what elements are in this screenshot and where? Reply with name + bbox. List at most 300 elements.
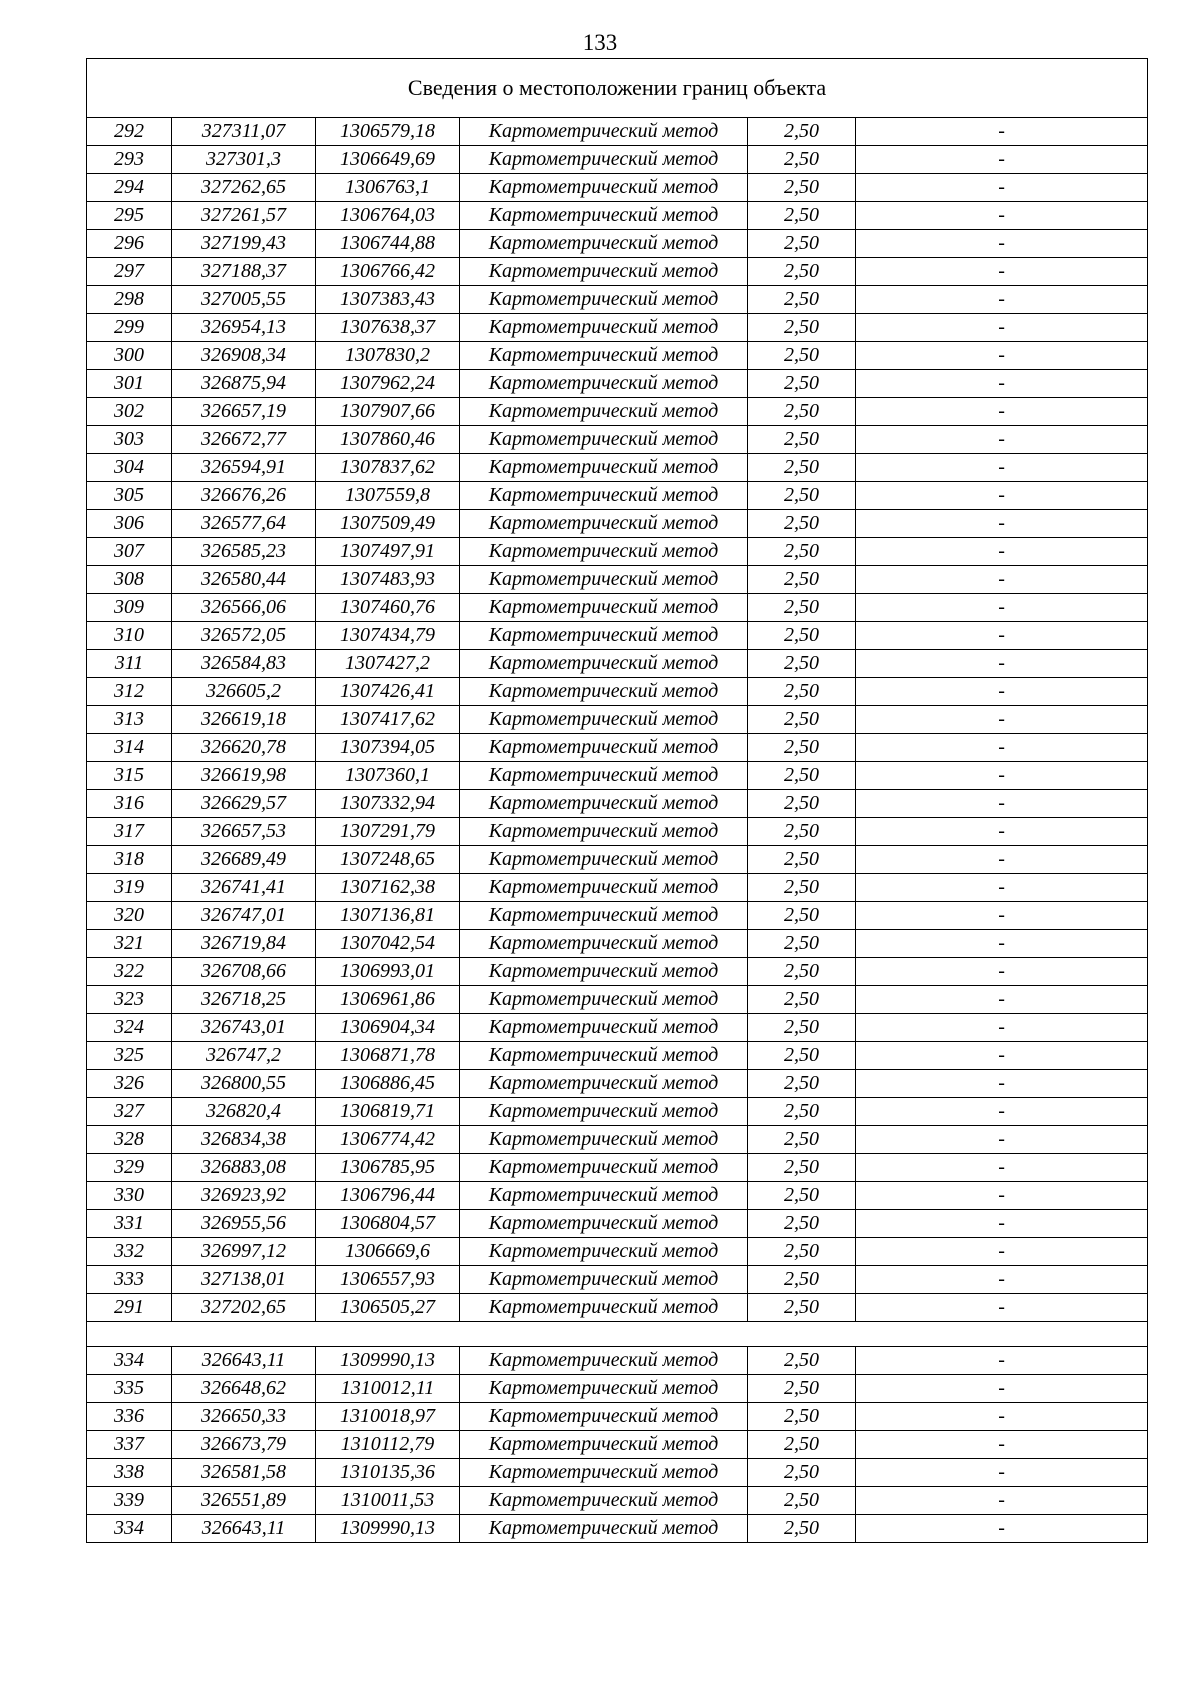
table-row xyxy=(87,846,1148,874)
method-cell: Картометрический метод xyxy=(460,762,748,790)
x-coordinate-cell: 327138,01 xyxy=(172,1266,316,1294)
y-coordinate-cell: 1306669,6 xyxy=(316,1238,460,1266)
method-cell: Картометрический метод xyxy=(460,1403,748,1431)
point-number-cell: 327 xyxy=(87,1098,172,1126)
point-number-cell: 293 xyxy=(87,146,172,174)
description-cell: - xyxy=(856,174,1148,202)
point-number-cell: 337 xyxy=(87,1431,172,1459)
point-number-cell: 320 xyxy=(87,902,172,930)
description-cell: - xyxy=(856,398,1148,426)
description-cell: - xyxy=(856,202,1148,230)
method-cell: Картометрический метод xyxy=(460,622,748,650)
method-cell: Картометрический метод xyxy=(460,706,748,734)
x-coordinate-cell: 326585,23 xyxy=(172,538,316,566)
method-cell: Картометрический метод xyxy=(460,1182,748,1210)
method-cell: Картометрический метод xyxy=(460,118,748,146)
method-cell: Картометрический метод xyxy=(460,986,748,1014)
point-number-cell: 299 xyxy=(87,314,172,342)
description-cell: - xyxy=(856,902,1148,930)
table-row xyxy=(87,202,1148,230)
accuracy-cell: 2,50 xyxy=(748,426,856,454)
point-number-cell: 335 xyxy=(87,1375,172,1403)
accuracy-cell: 2,50 xyxy=(748,202,856,230)
description-cell: - xyxy=(856,1294,1148,1322)
y-coordinate-cell: 1306904,34 xyxy=(316,1014,460,1042)
method-cell: Картометрический метод xyxy=(460,734,748,762)
x-coordinate-cell: 326800,55 xyxy=(172,1070,316,1098)
description-cell: - xyxy=(856,1515,1148,1543)
y-coordinate-cell: 1307483,93 xyxy=(316,566,460,594)
y-coordinate-cell: 1306764,03 xyxy=(316,202,460,230)
x-coordinate-cell: 326619,98 xyxy=(172,762,316,790)
table-row xyxy=(87,398,1148,426)
point-number-cell: 336 xyxy=(87,1403,172,1431)
method-cell: Картометрический метод xyxy=(460,1014,748,1042)
y-coordinate-cell: 1306804,57 xyxy=(316,1210,460,1238)
y-coordinate-cell: 1306993,01 xyxy=(316,958,460,986)
method-cell: Картометрический метод xyxy=(460,1515,748,1543)
table-row xyxy=(87,762,1148,790)
table-row xyxy=(87,1266,1148,1294)
accuracy-cell: 2,50 xyxy=(748,902,856,930)
accuracy-cell: 2,50 xyxy=(748,818,856,846)
point-number-cell: 308 xyxy=(87,566,172,594)
accuracy-cell: 2,50 xyxy=(748,874,856,902)
table-row xyxy=(87,258,1148,286)
point-number-cell: 322 xyxy=(87,958,172,986)
point-number-cell: 312 xyxy=(87,678,172,706)
method-cell: Картометрический метод xyxy=(460,1210,748,1238)
method-cell: Картометрический метод xyxy=(460,958,748,986)
table-row xyxy=(87,1487,1148,1515)
table-row xyxy=(87,286,1148,314)
y-coordinate-cell: 1306579,18 xyxy=(316,118,460,146)
y-coordinate-cell: 1307509,49 xyxy=(316,510,460,538)
method-cell: Картометрический метод xyxy=(460,1375,748,1403)
point-number-cell: 311 xyxy=(87,650,172,678)
description-cell: - xyxy=(856,734,1148,762)
description-cell: - xyxy=(856,1347,1148,1375)
method-cell: Картометрический метод xyxy=(460,174,748,202)
description-cell: - xyxy=(856,594,1148,622)
description-cell: - xyxy=(856,1042,1148,1070)
x-coordinate-cell: 326566,06 xyxy=(172,594,316,622)
point-number-cell: 304 xyxy=(87,454,172,482)
method-cell: Картометрический метод xyxy=(460,1294,748,1322)
y-coordinate-cell: 1307360,1 xyxy=(316,762,460,790)
point-number-cell: 321 xyxy=(87,930,172,958)
table-row xyxy=(87,818,1148,846)
y-coordinate-cell: 1307460,76 xyxy=(316,594,460,622)
table-row xyxy=(87,482,1148,510)
group-separator-cell xyxy=(87,1322,1148,1347)
table-row xyxy=(87,1459,1148,1487)
point-number-cell: 323 xyxy=(87,986,172,1014)
y-coordinate-cell: 1306785,95 xyxy=(316,1154,460,1182)
x-coordinate-cell: 326577,64 xyxy=(172,510,316,538)
method-cell: Картометрический метод xyxy=(460,370,748,398)
description-cell: - xyxy=(856,1459,1148,1487)
table-row xyxy=(87,958,1148,986)
description-cell: - xyxy=(856,566,1148,594)
y-coordinate-cell: 1309990,13 xyxy=(316,1515,460,1543)
x-coordinate-cell: 326743,01 xyxy=(172,1014,316,1042)
y-coordinate-cell: 1306505,27 xyxy=(316,1294,460,1322)
y-coordinate-cell: 1306763,1 xyxy=(316,174,460,202)
accuracy-cell: 2,50 xyxy=(748,342,856,370)
x-coordinate-cell: 326908,34 xyxy=(172,342,316,370)
x-coordinate-cell: 326875,94 xyxy=(172,370,316,398)
y-coordinate-cell: 1310112,79 xyxy=(316,1431,460,1459)
description-cell: - xyxy=(856,230,1148,258)
accuracy-cell: 2,50 xyxy=(748,1098,856,1126)
y-coordinate-cell: 1310018,97 xyxy=(316,1403,460,1431)
y-coordinate-cell: 1307497,91 xyxy=(316,538,460,566)
accuracy-cell: 2,50 xyxy=(748,174,856,202)
accuracy-cell: 2,50 xyxy=(748,482,856,510)
y-coordinate-cell: 1307837,62 xyxy=(316,454,460,482)
method-cell: Картометрический метод xyxy=(460,1098,748,1126)
y-coordinate-cell: 1309990,13 xyxy=(316,1347,460,1375)
point-number-cell: 309 xyxy=(87,594,172,622)
y-coordinate-cell: 1306557,93 xyxy=(316,1266,460,1294)
description-cell: - xyxy=(856,1210,1148,1238)
accuracy-cell: 2,50 xyxy=(748,1210,856,1238)
accuracy-cell: 2,50 xyxy=(748,1487,856,1515)
accuracy-cell: 2,50 xyxy=(748,930,856,958)
y-coordinate-cell: 1307248,65 xyxy=(316,846,460,874)
description-cell: - xyxy=(856,874,1148,902)
accuracy-cell: 2,50 xyxy=(748,566,856,594)
description-cell: - xyxy=(856,678,1148,706)
accuracy-cell: 2,50 xyxy=(748,1126,856,1154)
point-number-cell: 298 xyxy=(87,286,172,314)
description-cell: - xyxy=(856,1375,1148,1403)
accuracy-cell: 2,50 xyxy=(748,118,856,146)
accuracy-cell: 2,50 xyxy=(748,454,856,482)
method-cell: Картометрический метод xyxy=(460,1126,748,1154)
point-number-cell: 301 xyxy=(87,370,172,398)
accuracy-cell: 2,50 xyxy=(748,650,856,678)
x-coordinate-cell: 326954,13 xyxy=(172,314,316,342)
y-coordinate-cell: 1307417,62 xyxy=(316,706,460,734)
accuracy-cell: 2,50 xyxy=(748,370,856,398)
table-row xyxy=(87,538,1148,566)
point-number-cell: 333 xyxy=(87,1266,172,1294)
method-cell: Картометрический метод xyxy=(460,846,748,874)
accuracy-cell: 2,50 xyxy=(748,986,856,1014)
point-number-cell: 297 xyxy=(87,258,172,286)
description-cell: - xyxy=(856,986,1148,1014)
description-cell: - xyxy=(856,1126,1148,1154)
y-coordinate-cell: 1306649,69 xyxy=(316,146,460,174)
table-row xyxy=(87,1294,1148,1322)
table-row xyxy=(87,1182,1148,1210)
description-cell: - xyxy=(856,314,1148,342)
group-separator-row xyxy=(87,1322,1148,1347)
point-number-cell: 339 xyxy=(87,1487,172,1515)
point-number-cell: 310 xyxy=(87,622,172,650)
point-number-cell: 316 xyxy=(87,790,172,818)
accuracy-cell: 2,50 xyxy=(748,622,856,650)
description-cell: - xyxy=(856,930,1148,958)
x-coordinate-cell: 326605,2 xyxy=(172,678,316,706)
x-coordinate-cell: 326747,01 xyxy=(172,902,316,930)
point-number-cell: 307 xyxy=(87,538,172,566)
y-coordinate-cell: 1307332,94 xyxy=(316,790,460,818)
y-coordinate-cell: 1307427,2 xyxy=(316,650,460,678)
method-cell: Картометрический метод xyxy=(460,538,748,566)
x-coordinate-cell: 326672,77 xyxy=(172,426,316,454)
method-cell: Картометрический метод xyxy=(460,1431,748,1459)
x-coordinate-cell: 326708,66 xyxy=(172,958,316,986)
table-row xyxy=(87,1126,1148,1154)
table-row xyxy=(87,426,1148,454)
point-number-cell: 302 xyxy=(87,398,172,426)
method-cell: Картометрический метод xyxy=(460,314,748,342)
y-coordinate-cell: 1307136,81 xyxy=(316,902,460,930)
point-number-cell: 315 xyxy=(87,762,172,790)
method-cell: Картометрический метод xyxy=(460,566,748,594)
boundary-coordinates-table xyxy=(86,58,1148,1543)
x-coordinate-cell: 326657,19 xyxy=(172,398,316,426)
y-coordinate-cell: 1307434,79 xyxy=(316,622,460,650)
description-cell: - xyxy=(856,1098,1148,1126)
x-coordinate-cell: 327202,65 xyxy=(172,1294,316,1322)
accuracy-cell: 2,50 xyxy=(748,538,856,566)
y-coordinate-cell: 1307962,24 xyxy=(316,370,460,398)
x-coordinate-cell: 327262,65 xyxy=(172,174,316,202)
method-cell: Картометрический метод xyxy=(460,1487,748,1515)
description-cell: - xyxy=(856,818,1148,846)
description-cell: - xyxy=(856,1403,1148,1431)
y-coordinate-cell: 1306961,86 xyxy=(316,986,460,1014)
accuracy-cell: 2,50 xyxy=(748,1182,856,1210)
table-row xyxy=(87,1210,1148,1238)
accuracy-cell: 2,50 xyxy=(748,1042,856,1070)
table-row xyxy=(87,706,1148,734)
accuracy-cell: 2,50 xyxy=(748,678,856,706)
y-coordinate-cell: 1306744,88 xyxy=(316,230,460,258)
accuracy-cell: 2,50 xyxy=(748,1154,856,1182)
table-row xyxy=(87,930,1148,958)
method-cell: Картометрический метод xyxy=(460,398,748,426)
table-row xyxy=(87,1042,1148,1070)
x-coordinate-cell: 326584,83 xyxy=(172,650,316,678)
x-coordinate-cell: 326657,53 xyxy=(172,818,316,846)
method-cell: Картометрический метод xyxy=(460,650,748,678)
point-number-cell: 334 xyxy=(87,1515,172,1543)
description-cell: - xyxy=(856,1238,1148,1266)
table-row xyxy=(87,1375,1148,1403)
y-coordinate-cell: 1307394,05 xyxy=(316,734,460,762)
method-cell: Картометрический метод xyxy=(460,1154,748,1182)
accuracy-cell: 2,50 xyxy=(748,1431,856,1459)
method-cell: Картометрический метод xyxy=(460,1266,748,1294)
x-coordinate-cell: 326629,57 xyxy=(172,790,316,818)
x-coordinate-cell: 326834,38 xyxy=(172,1126,316,1154)
y-coordinate-cell: 1307291,79 xyxy=(316,818,460,846)
x-coordinate-cell: 326718,25 xyxy=(172,986,316,1014)
point-number-cell: 306 xyxy=(87,510,172,538)
description-cell: - xyxy=(856,1014,1148,1042)
x-coordinate-cell: 326648,62 xyxy=(172,1375,316,1403)
y-coordinate-cell: 1307559,8 xyxy=(316,482,460,510)
table-row xyxy=(87,566,1148,594)
description-cell: - xyxy=(856,958,1148,986)
page-number: 133 xyxy=(582,30,618,55)
accuracy-cell: 2,50 xyxy=(748,230,856,258)
point-number-cell: 318 xyxy=(87,846,172,874)
table-row xyxy=(87,1014,1148,1042)
y-coordinate-cell: 1307907,66 xyxy=(316,398,460,426)
description-cell: - xyxy=(856,1487,1148,1515)
accuracy-cell: 2,50 xyxy=(748,1375,856,1403)
point-number-cell: 303 xyxy=(87,426,172,454)
y-coordinate-cell: 1310012,11 xyxy=(316,1375,460,1403)
point-number-cell: 334 xyxy=(87,1347,172,1375)
accuracy-cell: 2,50 xyxy=(748,846,856,874)
x-coordinate-cell: 326619,18 xyxy=(172,706,316,734)
method-cell: Картометрический метод xyxy=(460,1347,748,1375)
point-number-cell: 326 xyxy=(87,1070,172,1098)
table-title: Сведения о местоположении границ объекта xyxy=(87,59,1148,118)
table-row xyxy=(87,510,1148,538)
method-cell: Картометрический метод xyxy=(460,930,748,958)
description-cell: - xyxy=(856,510,1148,538)
x-coordinate-cell: 327311,07 xyxy=(172,118,316,146)
x-coordinate-cell: 326643,11 xyxy=(172,1515,316,1543)
description-cell: - xyxy=(856,622,1148,650)
table-row xyxy=(87,678,1148,706)
method-cell: Картометрический метод xyxy=(460,230,748,258)
y-coordinate-cell: 1307383,43 xyxy=(316,286,460,314)
y-coordinate-cell: 1306819,71 xyxy=(316,1098,460,1126)
accuracy-cell: 2,50 xyxy=(748,734,856,762)
table-row xyxy=(87,790,1148,818)
table-title-row xyxy=(87,59,1148,118)
x-coordinate-cell: 326650,33 xyxy=(172,1403,316,1431)
table-row xyxy=(87,454,1148,482)
accuracy-cell: 2,50 xyxy=(748,258,856,286)
method-cell: Картометрический метод xyxy=(460,1459,748,1487)
table-row xyxy=(87,1347,1148,1375)
method-cell: Картометрический метод xyxy=(460,146,748,174)
table-row xyxy=(87,1070,1148,1098)
y-coordinate-cell: 1307426,41 xyxy=(316,678,460,706)
x-coordinate-cell: 326572,05 xyxy=(172,622,316,650)
method-cell: Картометрический метод xyxy=(460,678,748,706)
accuracy-cell: 2,50 xyxy=(748,398,856,426)
description-cell: - xyxy=(856,1070,1148,1098)
point-number-cell: 294 xyxy=(87,174,172,202)
y-coordinate-cell: 1306766,42 xyxy=(316,258,460,286)
point-number-cell: 330 xyxy=(87,1182,172,1210)
table-row xyxy=(87,314,1148,342)
description-cell: - xyxy=(856,482,1148,510)
x-coordinate-cell: 326820,4 xyxy=(172,1098,316,1126)
method-cell: Картометрический метод xyxy=(460,1238,748,1266)
accuracy-cell: 2,50 xyxy=(748,1294,856,1322)
table-row xyxy=(87,986,1148,1014)
accuracy-cell: 2,50 xyxy=(748,1459,856,1487)
x-coordinate-cell: 326551,89 xyxy=(172,1487,316,1515)
method-cell: Картометрический метод xyxy=(460,874,748,902)
point-number-cell: 292 xyxy=(87,118,172,146)
table-row xyxy=(87,230,1148,258)
description-cell: - xyxy=(856,790,1148,818)
description-cell: - xyxy=(856,1154,1148,1182)
description-cell: - xyxy=(856,454,1148,482)
point-number-cell: 296 xyxy=(87,230,172,258)
x-coordinate-cell: 326689,49 xyxy=(172,846,316,874)
point-number-cell: 305 xyxy=(87,482,172,510)
x-coordinate-cell: 326581,58 xyxy=(172,1459,316,1487)
method-cell: Картометрический метод xyxy=(460,426,748,454)
x-coordinate-cell: 327261,57 xyxy=(172,202,316,230)
table-row xyxy=(87,1431,1148,1459)
method-cell: Картометрический метод xyxy=(460,902,748,930)
y-coordinate-cell: 1306871,78 xyxy=(316,1042,460,1070)
table-body xyxy=(87,59,1148,1543)
method-cell: Картометрический метод xyxy=(460,1042,748,1070)
description-cell: - xyxy=(856,706,1148,734)
accuracy-cell: 2,50 xyxy=(748,1403,856,1431)
table-row xyxy=(87,146,1148,174)
point-number-cell: 314 xyxy=(87,734,172,762)
y-coordinate-cell: 1307162,38 xyxy=(316,874,460,902)
point-number-cell: 324 xyxy=(87,1014,172,1042)
point-number-cell: 291 xyxy=(87,1294,172,1322)
table-row xyxy=(87,1154,1148,1182)
method-cell: Картометрический метод xyxy=(460,258,748,286)
accuracy-cell: 2,50 xyxy=(748,1238,856,1266)
point-number-cell: 317 xyxy=(87,818,172,846)
point-number-cell: 338 xyxy=(87,1459,172,1487)
point-number-cell: 325 xyxy=(87,1042,172,1070)
description-cell: - xyxy=(856,258,1148,286)
x-coordinate-cell: 326594,91 xyxy=(172,454,316,482)
x-coordinate-cell: 327301,3 xyxy=(172,146,316,174)
description-cell: - xyxy=(856,846,1148,874)
accuracy-cell: 2,50 xyxy=(748,510,856,538)
method-cell: Картометрический метод xyxy=(460,482,748,510)
y-coordinate-cell: 1306774,42 xyxy=(316,1126,460,1154)
y-coordinate-cell: 1306886,45 xyxy=(316,1070,460,1098)
method-cell: Картометрический метод xyxy=(460,286,748,314)
accuracy-cell: 2,50 xyxy=(748,762,856,790)
y-coordinate-cell: 1310011,53 xyxy=(316,1487,460,1515)
x-coordinate-cell: 326747,2 xyxy=(172,1042,316,1070)
table-row xyxy=(87,734,1148,762)
table-row xyxy=(87,650,1148,678)
x-coordinate-cell: 326643,11 xyxy=(172,1347,316,1375)
method-cell: Картометрический метод xyxy=(460,510,748,538)
accuracy-cell: 2,50 xyxy=(748,1515,856,1543)
accuracy-cell: 2,50 xyxy=(748,1266,856,1294)
y-coordinate-cell: 1307638,37 xyxy=(316,314,460,342)
description-cell: - xyxy=(856,146,1148,174)
y-coordinate-cell: 1310135,36 xyxy=(316,1459,460,1487)
table-row xyxy=(87,874,1148,902)
x-coordinate-cell: 326923,92 xyxy=(172,1182,316,1210)
x-coordinate-cell: 327188,37 xyxy=(172,258,316,286)
point-number-cell: 313 xyxy=(87,706,172,734)
accuracy-cell: 2,50 xyxy=(748,958,856,986)
point-number-cell: 332 xyxy=(87,1238,172,1266)
description-cell: - xyxy=(856,118,1148,146)
method-cell: Картометрический метод xyxy=(460,594,748,622)
